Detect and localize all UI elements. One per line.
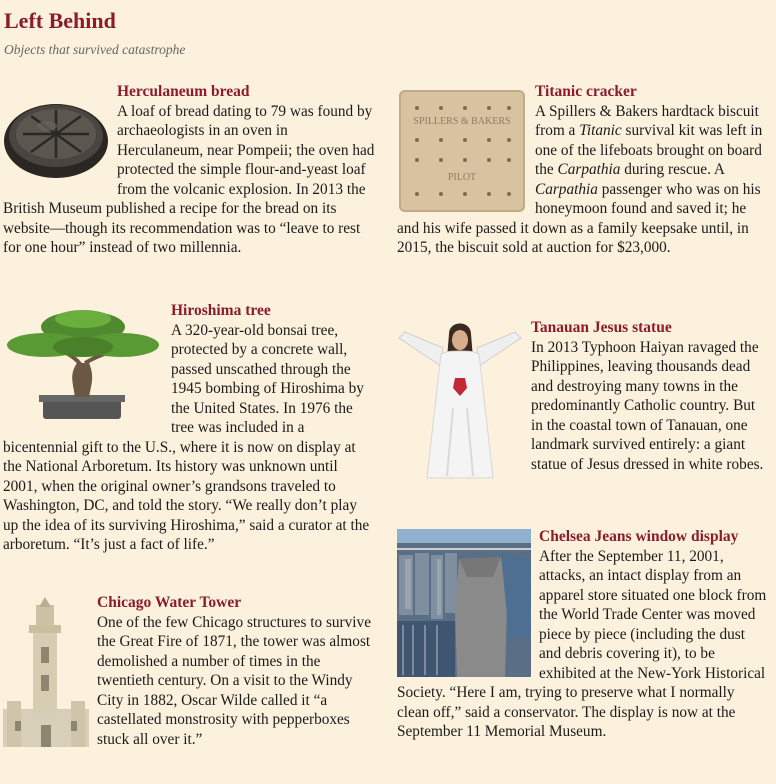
story-tanauan-jesus (397, 318, 769, 518)
tree-body: A 320-year-old bonsai tree, protected by a concrete wall, passed unscathed through the 1945 bombing of Hiroshima by the United States. In 1976 the tree was included in a bicentennial gift to the U.S., where it is now on display at the National Arboretum. Its history was unknown until 2001, when the original owner’s grandsons traveled to Washington, DC, and told the story. “We really don’t play up the idea of its surviving Hiroshima,” said a curator at the arboretum. “It’s just a fact of life.” (3, 321, 370, 553)
jesus-body: In 2013 Typhoon Haiyan ravaged the Philippines, leaving thousands dead and destroying many towns in the predominantly Catholic country. But in the coastal town of Tanauan, one landmark survived entirely: a giant statue of Jesus dressed in white robes. (531, 338, 764, 473)
bonsai-tree-image (3, 305, 163, 429)
left-column (3, 82, 375, 749)
jeans-display-image (397, 529, 531, 677)
page-title: Left Behind (4, 8, 116, 33)
cracker-body: A Spillers & Bakers hardtack biscuit from a Titanic survival kit was left in one of the lifeboats brought on board the Carpathia during rescue. A Carpathia passenger who was on his honeymoon found and saved it; he and his wife passed it down as a family keepsake until, in 2015, the biscuit sold at auction for $23,000. (397, 102, 763, 256)
story-chicago-water-tower (3, 593, 375, 749)
jesus-statue-image (397, 318, 523, 482)
cracker-image (397, 88, 527, 214)
tower-body: One of the few Chicago structures to survive the Great Fire of 1871, the tower was almost demolished a number of times in the twentieth century. On a visit to the Windy City in 1882, Oscar Wilde called it “a castellated monstrosity with pepperboxes stuck all over it.” (97, 613, 371, 748)
cracker-title: Titanic cracker (535, 83, 637, 100)
cracker-stamp-top: SPILLERS & BAKERS (413, 116, 511, 127)
story-titanic-cracker (397, 82, 769, 304)
tree-title: Hiroshima tree (171, 302, 271, 319)
story-hiroshima-tree (3, 301, 375, 579)
right-column (397, 82, 769, 742)
tower-title: Chicago Water Tower (97, 594, 242, 611)
bread-title: Herculaneum bread (117, 83, 250, 100)
water-tower-image (3, 597, 89, 747)
jeans-title: Chelsea Jeans window display (539, 528, 739, 545)
cracker-stamp-bottom: PILOT (447, 172, 477, 183)
jesus-title: Tanauan Jesus statue (531, 319, 672, 336)
page-subtitle: Objects that survived catastrophe (4, 42, 186, 57)
bread-body: A loaf of bread dating to 79 was found by archaeologists in an oven in Herculaneum, near Pompeii; the oven had protected the simple flour-and-yeast loaf from the volcanic explosion. In 2013 the British Museum published a recipe for the bread on its website—though its recommendation was to “leave to rest for one hour” instead of two millennia. (3, 102, 375, 256)
bread-image (3, 94, 109, 180)
jeans-body: After the September 11, 2001, attacks, an intact display from an apparel store situated one block from the World Trade Center was moved piece by piece (including the dust and debris covering it), to be exhibited at the New-York Historical Society. “Here I am, trying to preserve what I normally clean off,” said a conservator. The display is now at the September 11 Memorial Museum. (397, 547, 767, 740)
story-chelsea-jeans (397, 527, 769, 742)
story-herculaneum-bread (3, 82, 375, 292)
